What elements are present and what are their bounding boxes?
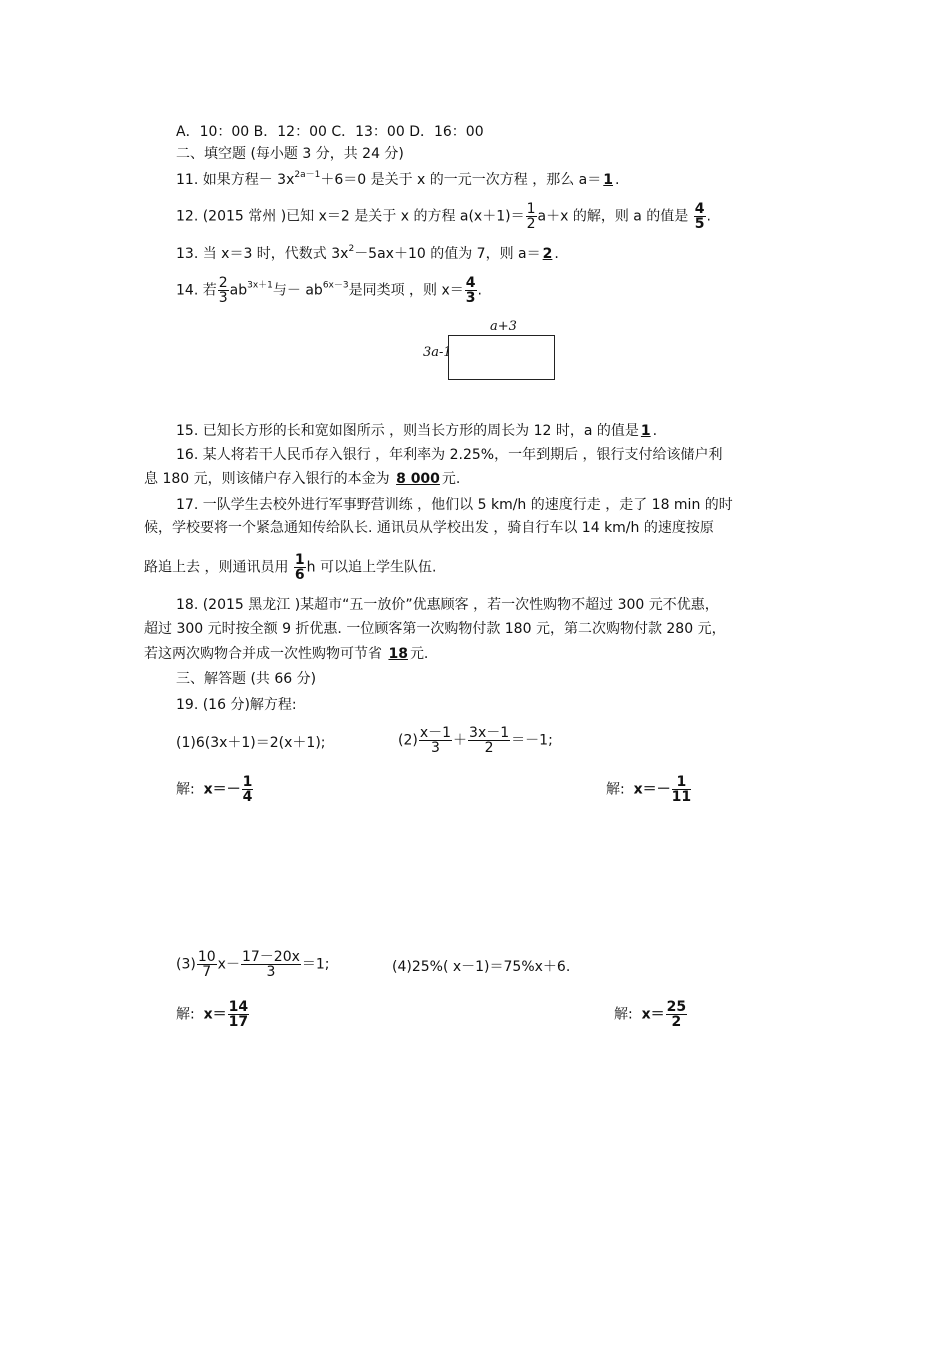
solution-3-value: $\frac{14}{17}$ xyxy=(228,999,249,1030)
question-17-line1: 17. 一队学生去校外进行军事野营训练 ，他们以 5 km/h 的速度行走 ，走了 18 min 的时 xyxy=(176,497,733,513)
fraction: $\frac{1}{2}$ xyxy=(526,201,536,232)
rectangle-width-label: 3a-1 xyxy=(423,345,452,360)
solution-1: 解: x＝－ $\frac{1}{4}$ xyxy=(176,774,253,805)
solution-1-value: $\frac{1}{4}$ xyxy=(242,774,253,805)
answer-18: 18 xyxy=(388,646,408,662)
question-14: 14. 若 $\frac{2}{3}$ $ab^{3x+1}$与－ $ab^{6x-3}$是同类项 ，则 x＝ $\frac{4}{3}$ . xyxy=(176,275,482,306)
solution-3: 解: x＝ $\frac{14}{17}$ xyxy=(176,999,249,1030)
solution-4: 解: x＝ $\frac{25}{2}$ xyxy=(614,999,687,1030)
question-18-line2: 超过 300 元时按全额 9 折优惠. 一位顾客第一次购物付款 180 元，第二次购物付款 280 元， xyxy=(144,621,726,637)
equation-3: (3) $\frac{10}{7}$ x－ $\frac{17-20x}{3}$ ＝1; xyxy=(176,949,330,980)
answer-15: 1 xyxy=(640,423,651,439)
solution-4-value: $\frac{25}{2}$ xyxy=(666,999,687,1030)
answer-16: 8 000 xyxy=(396,471,440,487)
equation-1: (1)6(3x＋1)＝2(x＋1); xyxy=(176,735,326,751)
question-16-line2: 息 180 元，则该储户存入银行的本金为 8 000 元. xyxy=(144,471,461,487)
question-12: 12. (2015 常州 )已知 x＝2 是关于 x 的方程 a(x＋1)＝ $\frac{1}{2}$ a＋x 的解，则 a 的值是 $\frac{4}{5}$ . xyxy=(176,201,711,232)
question-13: 13. 当 x＝3 时，代数式 $3x^2-5ax+10$ 的值为 7，则 a＝ 2 . xyxy=(176,244,559,262)
section-solve-heading: 三、解答题 (共 66 分) xyxy=(176,671,317,687)
question-18-line3: 若这两次购物合并成一次性购物可节省 18 元. xyxy=(144,646,429,662)
answer-17: $\frac{1}{6}$ xyxy=(294,552,305,583)
rectangle-length-label: a+3 xyxy=(490,319,517,334)
equation-2: (2) $\frac{x-1}{3}$ ＋ $\frac{3x-1}{2}$ ＝－1; xyxy=(398,725,553,756)
question-11: 11. 如果方程－ $3x^{2a-1}+6=0$ 是关于 x 的一元一次方程 ，那么 a＝ 1 . xyxy=(176,170,620,188)
question-16-line1: 16. 某人将若干人民币存入银行 ，年利率为 2.25%，一年到期后 ，银行支付给该储户利 xyxy=(176,447,723,463)
options-line: A．10：00 B．12：00 C．13：00 D．16：00 xyxy=(176,124,484,140)
solution-2-value: $\frac{1}{11}$ xyxy=(671,774,692,805)
question-17-line2: 候，学校要将一个紧急通知传给队长. 通讯员从学校出发 ，骑自行车以 14 km/h 的速度按原 xyxy=(144,520,714,536)
question-18-line1: 18. (2015 黑龙江 )某超市“五一放价”优惠顾客 ，若一次性购物不超过 300 元不优惠， xyxy=(176,597,719,613)
rectangle-figure xyxy=(448,335,555,380)
section-fill-in-heading: 二、填空题 (每小题 3 分，共 24 分) xyxy=(176,146,404,162)
solution-2: 解: x＝－ $\frac{1}{11}$ xyxy=(606,774,692,805)
question-17-line3: 路追上去 ，则通讯员用 $\frac{1}{6}$ h 可以追上学生队伍. xyxy=(144,552,437,583)
answer-12: $\frac{4}{5}$ xyxy=(694,201,705,232)
answer-14: $\frac{4}{3}$ xyxy=(465,275,476,306)
fraction: $\frac{2}{3}$ xyxy=(218,275,228,306)
answer-11: 1 xyxy=(603,172,614,188)
question-19: 19. (16 分)解方程: xyxy=(176,697,297,713)
equation-4: (4)25%( x－1)＝75%x＋6. xyxy=(392,959,571,975)
question-15: 15. 已知长方形的长和宽如图所示 ，则当长方形的周长为 12 时，a 的值是 1 . xyxy=(176,423,658,439)
answer-13: 2 xyxy=(542,246,553,262)
